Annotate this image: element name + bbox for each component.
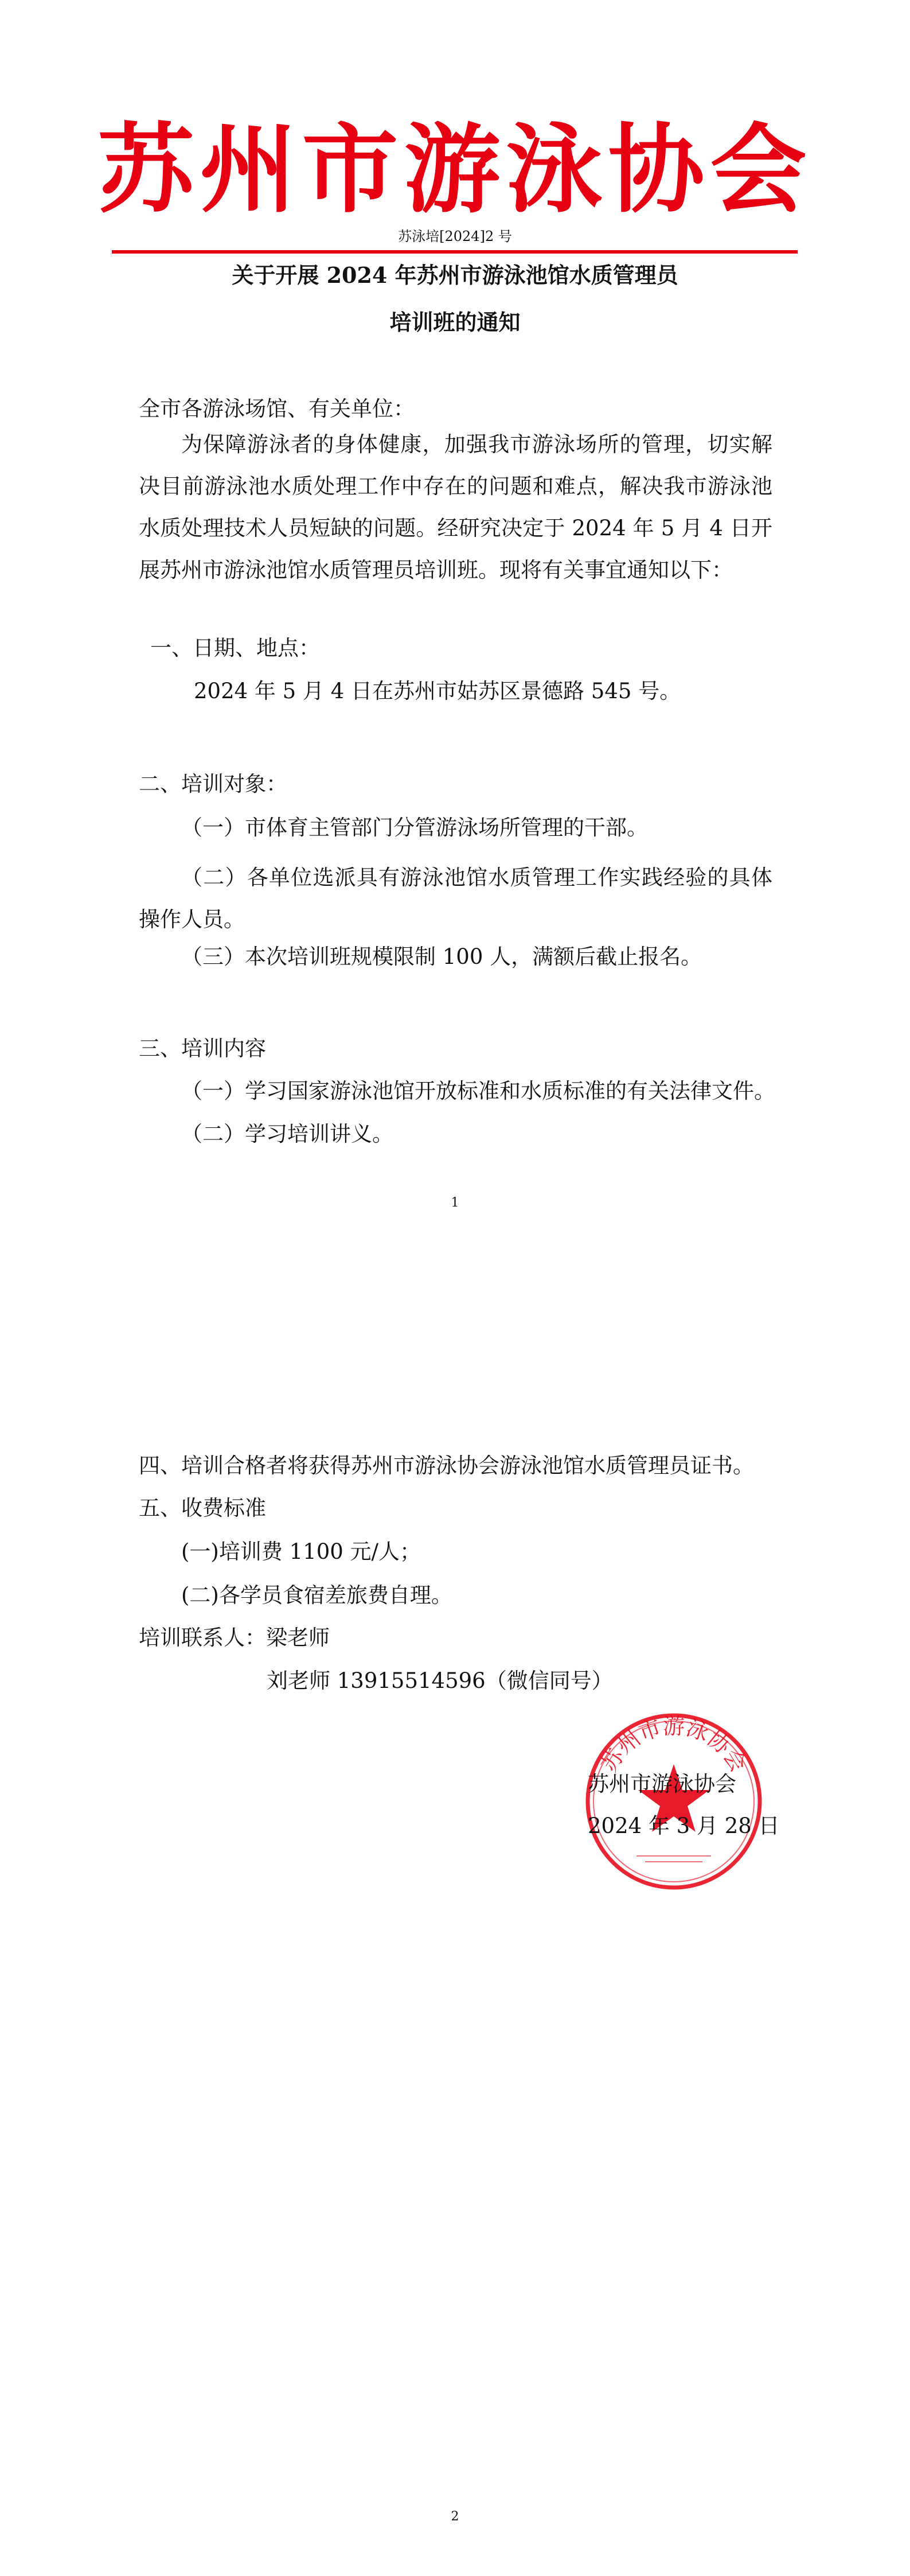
section2-item-1: （一）市体育主管部门分管游泳场所管理的干部。	[181, 815, 648, 840]
association-letterhead-title: 苏州市游泳协会	[97, 112, 813, 226]
section2-item-2: （二）各单位选派具有游泳池馆水质管理工作实践经验的具体操作人员。	[139, 865, 772, 932]
section2-heading: 二、培训对象：	[139, 772, 287, 796]
seal-arc-text: 苏州市游泳协会	[596, 1713, 752, 1777]
intro-paragraph: 为保障游泳者的身体健康，加强我市游泳场所的管理，切实解决目前游泳池水质处理工作中存在的问题和难点，解决我市游泳池水质处理技术人员短缺的问题。经研究决定于 2024 年 5 月 4 日开展苏州市游泳池馆水质管理员培训班。现将有关事宜通知以下：	[139, 432, 772, 582]
contact-line-2: 刘老师 13915514596（微信同号）	[267, 1668, 613, 1693]
signature-organization: 苏州市游泳协会	[588, 1772, 736, 1796]
section1-text: 2024 年 5 月 4 日在苏州市姑苏区景德路 545 号。	[194, 679, 681, 703]
seal-graphic	[582, 1710, 766, 1893]
fee-item-2: (二)各学员食宿差旅费自理。	[181, 1583, 452, 1608]
official-seal	[582, 1710, 766, 1893]
section2-item-3: （三）本次培训班规模限制 100 人，满额后截止报名。	[181, 944, 702, 969]
notice-title-line2: 培训班的通知	[389, 309, 521, 335]
section3-heading: 三、培训内容	[139, 1036, 266, 1061]
fee-item-1: (一)培训费 1100 元/人；	[181, 1539, 421, 1564]
salutation: 全市各游泳场馆、有关单位：	[139, 396, 415, 421]
red-divider	[112, 250, 798, 254]
section5-heading: 五、收费标准	[139, 1496, 266, 1520]
section3-item-1: （一）学习国家游泳池馆开放标准和水质标准的有关法律文件。	[181, 1079, 775, 1103]
page-number-2: 2	[451, 2509, 459, 2524]
section4-text: 四、培训合格者将获得苏州市游泳协会游泳池馆水质管理员证书。	[139, 1453, 754, 1478]
notice-title-line1: 关于开展 2024 年苏州市游泳池馆水质管理员	[232, 262, 678, 288]
contact-line-1: 培训联系人：梁老师	[139, 1625, 330, 1650]
page-number-1: 1	[451, 1196, 459, 1210]
section3-item-2: （二）学习培训讲义。	[181, 1122, 393, 1146]
section1-heading: 一、日期、地点：	[150, 636, 320, 660]
signature-date: 2024 年 3 月 28 日	[588, 1814, 780, 1838]
document-number: 苏泳培[2024]2 号	[398, 228, 512, 244]
